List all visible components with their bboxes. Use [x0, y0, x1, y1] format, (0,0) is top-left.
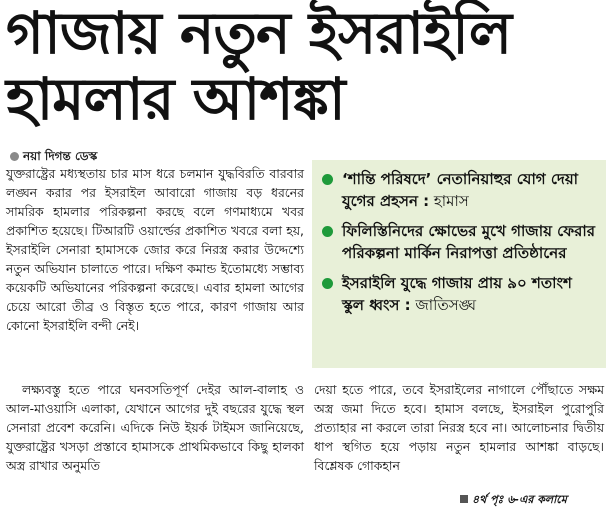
article-paragraph-2: লক্ষ্যবস্তু হতে পারে ঘনবসতিপূর্ণ দেইর আল-বালাহ ও আল-মাওয়াসি এলাকা, যেখানে আগের দুই বছরের যুদ্ধে স্থল সেনারা প্রবেশ করেনি। এদিকে নিউ ইয়র্ক টাইমস জানিয়েছে, যুক্তরাষ্ট্রের খসড়া প্রস্তাবে হামাসকে প্রাথমিকভাবে কিছু হালকা অস্ত্র রাখার অনুমতি [6, 382, 304, 473]
highlight-3-source: জাতিসঙ্ঘ [410, 296, 477, 314]
highlight-1-text: ‘শান্তি পরিষদে’ নেতানিয়াহুর যোগ দেয়া যুগের প্রহসন : [342, 170, 579, 210]
highlights-box [312, 160, 606, 368]
byline-dot-icon [10, 152, 19, 161]
highlight-2-text: ফিলিস্তিনিদের ক্ষোভের মুখে গাজায় ফেরার পরিকল্পনা মার্কিন নিরাপত্তা প্রতিষ্ঠানের [342, 222, 596, 262]
square-marker-icon [460, 495, 468, 503]
green-bullet-icon [322, 278, 333, 289]
article-column-right-bottom [314, 380, 604, 475]
headline [6, 0, 606, 132]
highlight-item-2 [320, 220, 598, 264]
article-column-left-top [6, 164, 304, 335]
headline-line-2: হামলার আশঙ্কা [6, 65, 345, 133]
byline-text: নয়া দিগন্ত ডেস্ক [23, 149, 98, 163]
highlight-item-1 [320, 168, 598, 212]
headline-line-1: গাজায় নতুন ইসরাইলি [6, 0, 512, 67]
article-column-left-bottom [6, 380, 304, 475]
highlight-item-3 [320, 272, 598, 316]
highlight-1-source: হামাস [429, 192, 469, 210]
continuation-text: ৪র্থ পৃঃ ৬-এর কলামে [472, 493, 567, 506]
highlight-3-text: ইসরাইলি যুদ্ধে গাজায় প্রায় ৯০ শতাংশ স্কুল ধ্বংস : [342, 274, 572, 314]
article-paragraph-1: যুক্তরাষ্ট্রের মধ্যস্থতায় চার মাস ধরে চলমান যুদ্ধবিরতি বারবার লঙ্ঘন করার পর ইসরাইল আবারো গাজায় বড় ধরনের সামরিক হামলার পরিকল্পনা করছে বলে গণমাধ্যমে খবর প্রকাশিত হয়েছে। টিআরটি ওয়ার্ল্ডের প্রকাশিত খবরে বলা হয়, ইসরাইলি সেনারা হামাসকে জোর করে নিরস্ত্র করার উদ্দেশ্যে নতুন অভিযান চালাতে পারে। দক্ষিণ কমান্ড ইতোমধ্যে সম্ভাব্য কয়েকটি অভিযানের পরিকল্পনা করেছে। এবার হামলা আগের চেয়ে আরো তীব্র ও বিস্তৃত হতে পারে, কারণ গাজায় আর কোনো ইসরাইলি বন্দী নেই। [6, 166, 304, 333]
green-bullet-icon [322, 174, 333, 185]
continuation-note [460, 491, 567, 510]
article-paragraph-3: দেয়া হতে পারে, তবে ইসরাইলের নাগালে পৌঁছাতে সক্ষম অস্ত্র জমা দিতে হবে। হামাস বলছে, ইসরাইল পুরোপুরি প্রত্যাহার না করলে তারা নিরস্ত্র হবে না। আলোচনার দ্বিতীয় ধাপ স্থগিত হয়ে পড়ায় নতুন হামলার আশঙ্কা বাড়ছে। বিশ্লেষক গোকহান [314, 382, 604, 473]
green-bullet-icon [322, 226, 333, 237]
